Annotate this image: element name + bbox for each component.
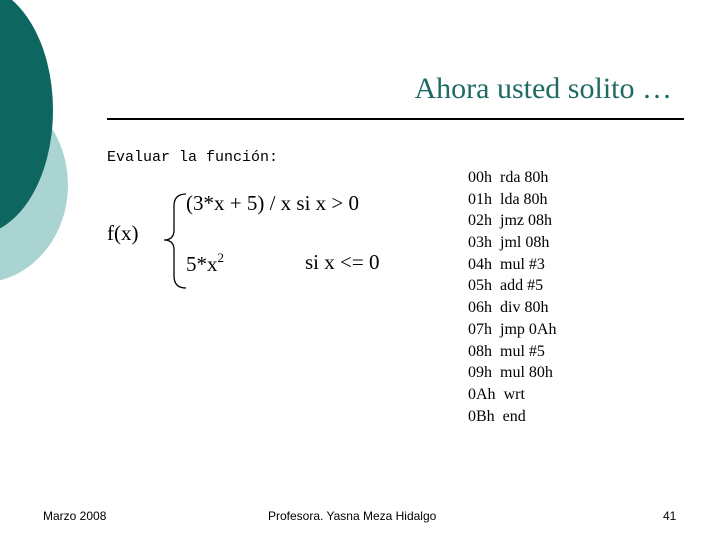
slide-title: Ahora usted solito … (414, 72, 672, 105)
function-name: f(x) (107, 221, 139, 245)
program-line (468, 167, 556, 189)
program-instruction: mul #3 (500, 255, 545, 273)
program-address: 00h (468, 169, 492, 186)
program-line (468, 254, 556, 276)
program-line (468, 362, 556, 384)
program-instruction: jmp 0Ah (500, 320, 557, 338)
program-line (468, 341, 556, 363)
program-line (468, 384, 556, 406)
program-instruction: lda 80h (500, 190, 548, 208)
case-positive: (3*x + 5) / x si x > 0 (186, 191, 360, 215)
title-divider (107, 118, 684, 120)
program-address: 04h (468, 255, 492, 273)
program-instruction: wrt (503, 385, 525, 403)
program-instruction: div 80h (500, 299, 549, 317)
program-address: 06h (468, 299, 492, 317)
program-address: 0Ah (468, 385, 496, 403)
program-instruction: rda 80h (500, 169, 549, 186)
program-instruction: jmz 08h (500, 212, 552, 230)
program-instruction: mul 80h (500, 364, 553, 382)
case-nonpositive-expression (186, 250, 224, 277)
decorative-circles (0, 0, 120, 300)
program-address: 01h (468, 190, 492, 208)
program-instruction: mul #5 (500, 342, 545, 360)
program-address: 08h (468, 342, 492, 360)
program-address: 07h (468, 320, 492, 338)
program-line (468, 275, 556, 297)
program-line (468, 232, 556, 254)
program-address: 09h (468, 364, 492, 382)
program-address: 05h (468, 277, 492, 295)
assembly-program (468, 167, 556, 427)
footer-author: Profesora. Yasna Meza Hidalgo (268, 509, 437, 523)
program-line (468, 210, 556, 232)
case-nonpositive-condition: si x <= 0 (305, 250, 380, 274)
program-instruction: jml 08h (500, 234, 550, 252)
page-number: 41 (663, 509, 677, 523)
program-address: 02h (468, 212, 492, 230)
program-line (468, 189, 556, 211)
program-address: 03h (468, 234, 492, 252)
program-address: 0Bh (468, 407, 495, 425)
program-instruction: add #5 (500, 277, 544, 295)
program-instruction: end (502, 407, 526, 425)
intro-text: Evaluar la función: (107, 149, 279, 166)
case-nonpositive-exponent: 2 (217, 250, 224, 265)
program-line (468, 319, 556, 341)
footer-date: Marzo 2008 (43, 509, 107, 523)
program-line (468, 297, 556, 319)
program-line (468, 406, 556, 428)
case-nonpositive-base: 5*x (186, 252, 218, 276)
